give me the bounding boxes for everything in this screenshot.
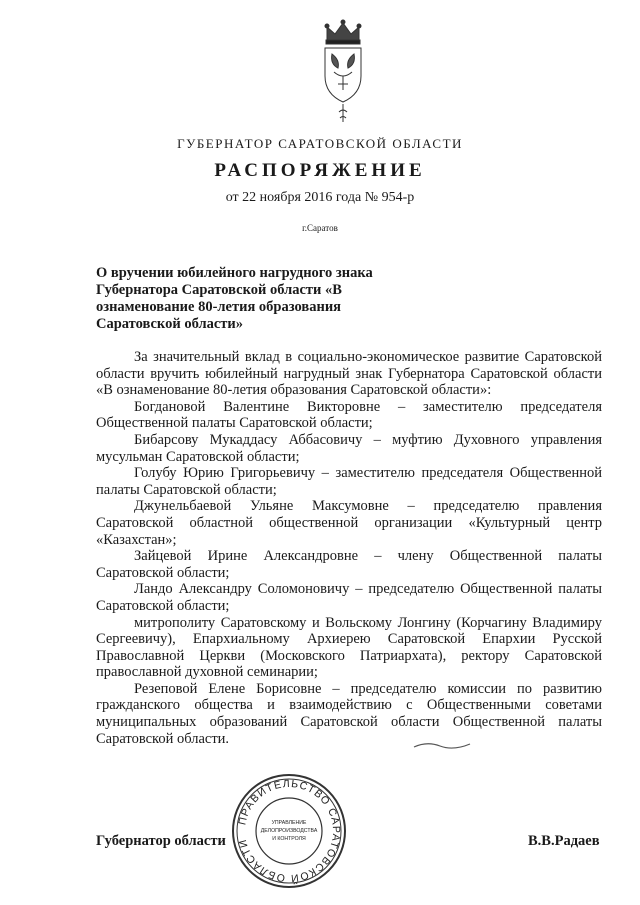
body-paragraph: Джунельбаевой Ульяне Максумовне – председателю правления Саратовской областной общественной организации «Культурный центр «Казахстан»; <box>96 498 602 548</box>
document-date-number: от 22 ноября 2016 года № 954-р <box>225 190 415 205</box>
seal-center-line: И КОНТРОЛЯ <box>272 836 306 842</box>
body-paragraph: Голубу Юрию Григорьевичу – заместителю председателя Общественной палаты Саратовской области; <box>96 465 602 498</box>
body-paragraph: Бибарсову Мукаддасу Аббасовичу – муфтию Духовного управления мусульман Саратовской области; <box>96 431 602 465</box>
body-paragraph: Резеповой Елене Борисовне – председателю комиссии по развитию гражданского общества и взаимодействию с Общественными советами муниципальных образований Саратовской области Общественной палаты Саратовской области. <box>96 680 602 747</box>
signer-name: В.В.Радаев <box>528 833 600 849</box>
seal-center-line: УПРАВЛЕНИЕ <box>271 820 307 826</box>
handwritten-signature <box>412 738 472 752</box>
issuing-authority: ГУБЕРНАТОР САРАТОВСКОЙ ОБЛАСТИ <box>177 136 463 151</box>
official-seal-icon <box>230 772 348 890</box>
document-city: г.Саратов <box>302 223 338 233</box>
body-paragraph: Зайцевой Ирине Александровне – члену Общественной палаты Саратовской области; <box>96 548 602 581</box>
body-paragraph: Богдановой Валентине Викторовне – заместителю председателя Общественной палаты Саратовской области; <box>96 398 602 432</box>
document-type: РАСПОРЯЖЕНИЕ <box>214 160 426 181</box>
body-paragraph: За значительный вклад в социально-экономическое развитие Саратовской области вручить юбилейный нагрудный знак Губернатора Саратовской области «В ознаменование 80-летия образования Саратовской области»: <box>96 349 602 399</box>
body-paragraph: митрополиту Саратовскому и Вольскому Лонгину (Корчагину Владимиру Сергеевичу), Епархиальному Архиерею Саратовской Епархии Русской Православной Церкви (Московского Патриархата), ректору Саратовской православной духовной семинарии; <box>96 614 602 681</box>
document-body <box>96 349 602 747</box>
seal-ring-text: ПРАВИТЕЛЬСТВО САРАТОВСКОЙ ОБЛАСТИ <box>236 777 343 885</box>
coat-of-arms-icon <box>318 18 368 126</box>
body-paragraph: Ландо Александру Соломоновичу – председателю Общественной палаты Саратовской области; <box>96 581 602 614</box>
document-subject: О вручении юбилейного нагрудного знака Губернатора Саратовской области «В ознаменование 80-летия образования Саратовской области» <box>96 265 373 332</box>
seal-center-line: ДЕЛОПРОИЗВОДСТВА <box>260 828 318 834</box>
signer-title: Губернатор области <box>96 833 226 849</box>
